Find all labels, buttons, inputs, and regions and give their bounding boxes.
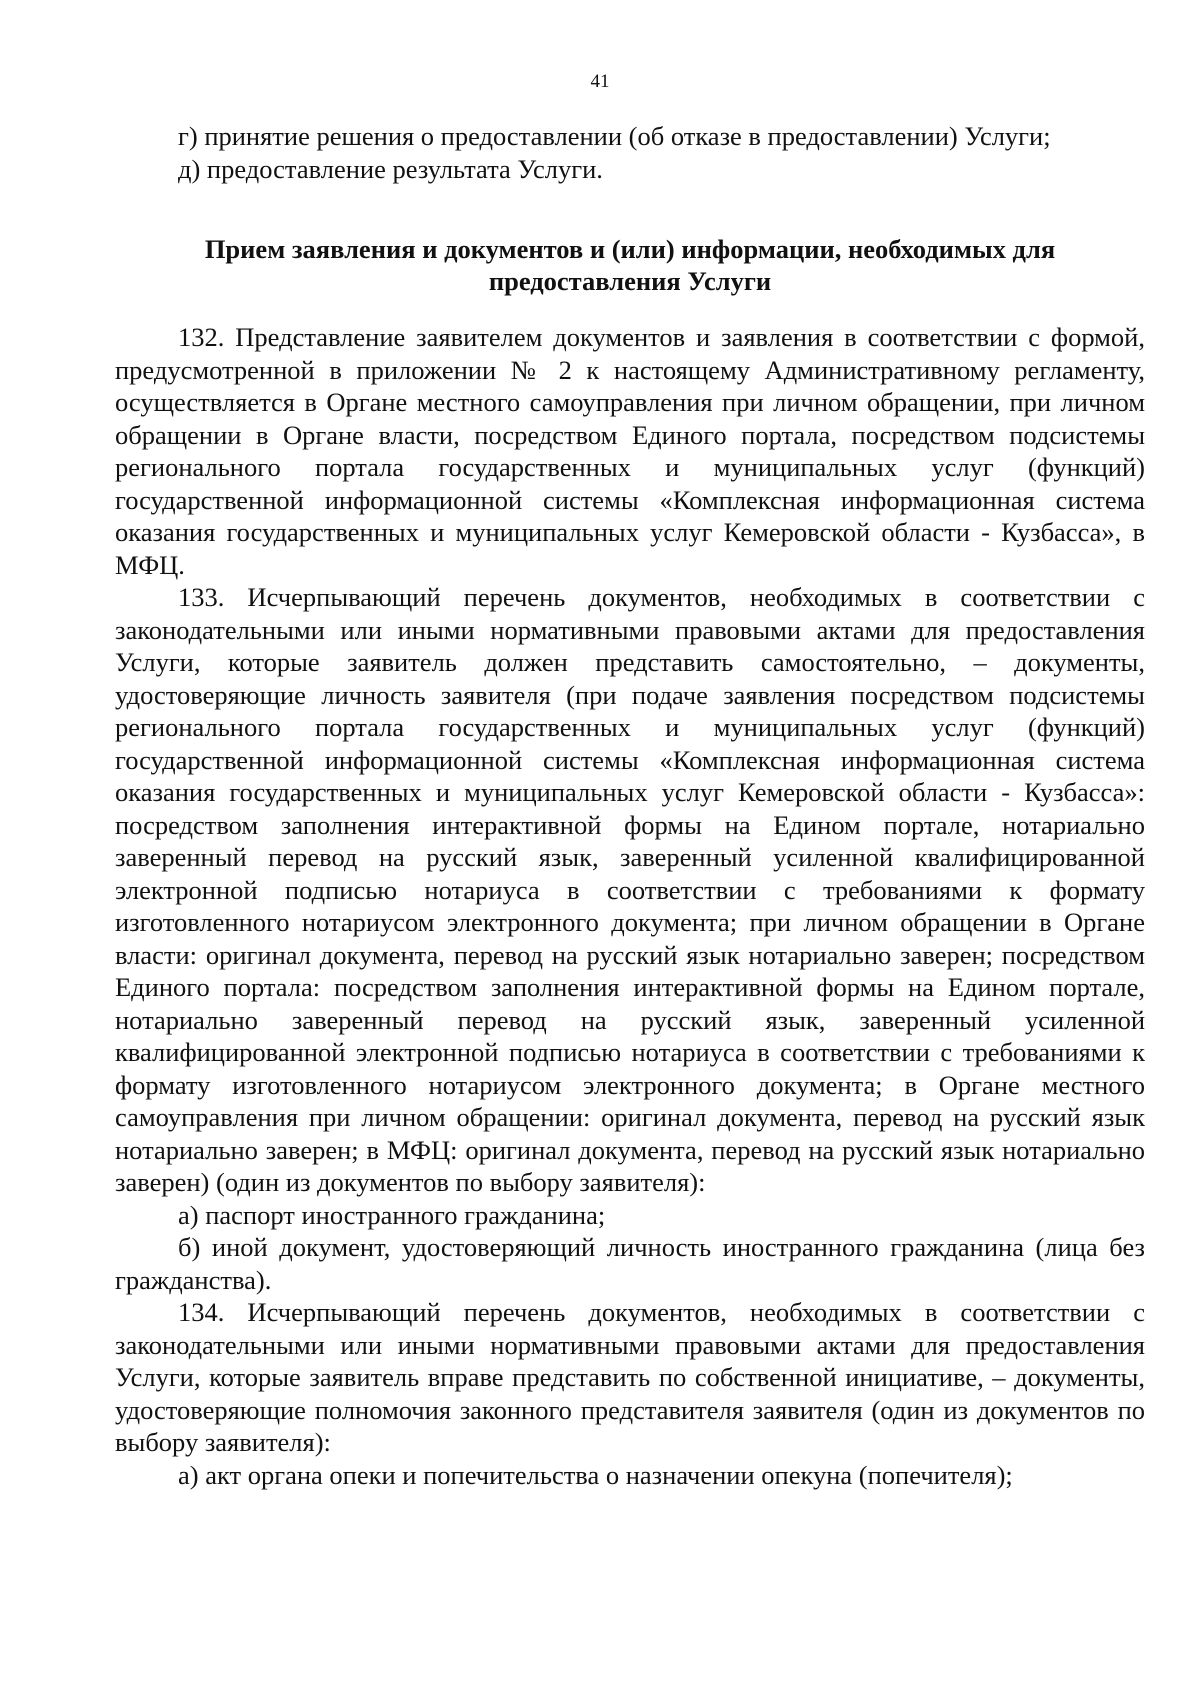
paragraph-133-item-a: а) паспорт иностранного гражданина; bbox=[178, 1199, 606, 1230]
section-heading bbox=[115, 233, 1145, 297]
paragraph-133-item-b: б) иной документ, удостоверяющий личность иностранного гражданина (лица без гражданства). bbox=[115, 1232, 1145, 1295]
paragraph-133: 133. Исчерпывающий перечень документов, необходимых в соответствии с законодательными или иными нормативными правовыми актами для предоставления Услуги, которые заявитель должен представить самостоятельно, – документы, удостоверяющие личность заявителя (при подаче заявления посредством подсистемы регионального портала государственных и муниципальных услуг (функций) государственной информационной системы «Комплексная информационная система оказания государственных и муниципальных услуг Кемеровской области - Кузбасса»: посредством заполнения интерактивной формы на Едином портале, нотариально заверенный перевод на русский язык, заверенный усиленной квалифицированной электронной подписью нотариуса в соответствии с требованиями к формату изготовленного нотариусом электронного документа; при личном обращении в Органе власти: оригинал документа, перевод на русский язык нотариально заверен; посредством Единого портала: посредством заполнения интерактивной формы на Едином портале, нотариально заверенный перевод на русский язык, заверенный усиленной квалифицированной электронной подписью нотариуса в соответствии с требованиями к формату изготовленного нотариусом электронного документа; в Органе местного самоуправления при личном обращении: оригинал документа, перевод на русский язык нотариально заверен; в МФЦ: оригинал документа, перевод на русский язык нотариально заверен) (один из документов по выбору заявителя): bbox=[115, 582, 1145, 1197]
paragraph-134: 134. Исчерпывающий перечень документов, необходимых в соответствии с законодательными или иными нормативными правовыми актами для предоставления Услуги, которые заявитель вправе представить по собственной инициативе, – документы, удостоверяющие полномочия законного представителя заявителя (один из документов по выбору заявителя): bbox=[115, 1297, 1145, 1457]
paragraph-132: 132. Представление заявителем документов и заявления в соответствии с формой, предусмотренной в приложении № 2 к настоящему Административному регламенту, осуществляется в Органе местного самоуправления при личном обращении, при личном обращении в Органе власти, посредством Единого портала, посредством подсистемы регионального портала государственных и муниципальных услуг (функций) государственной информационной системы «Комплексная информационная система оказания государственных и муниципальных услуг Кемеровской области - Кузбасса», в МФЦ. bbox=[115, 322, 1145, 580]
document-body bbox=[115, 120, 1145, 1491]
page-number: 41 bbox=[590, 71, 610, 92]
list-item-d: д) предоставление результата Услуги. bbox=[178, 153, 603, 184]
section-heading-line-1: Прием заявления и документов и (или) информации, необходимых для bbox=[204, 234, 1056, 264]
list-item-g: г) принятие решения о предоставлении (об отказе в предоставлении) Услуги; bbox=[178, 121, 1051, 151]
section-heading-line-2: предоставления Услуги bbox=[488, 266, 772, 296]
paragraph-134-item-a: а) акт органа опеки и попечительства о назначении опекуна (попечителя); bbox=[178, 1459, 1013, 1490]
